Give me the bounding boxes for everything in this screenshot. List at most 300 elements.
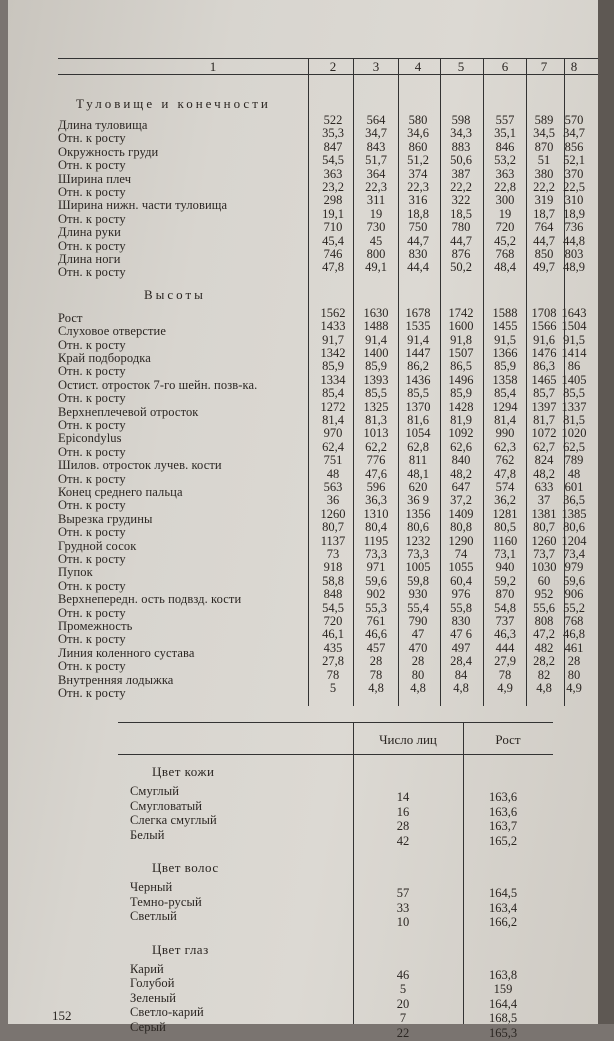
- table-cell: 883: [451, 139, 471, 154]
- table-cell: 28: [411, 654, 425, 669]
- table-cell: 1566: [531, 319, 557, 334]
- row-label: Смугловатый: [130, 798, 203, 813]
- table-cell: 971: [366, 560, 386, 575]
- table-cell: 564: [366, 113, 386, 127]
- table-cell: 46,6: [365, 627, 387, 642]
- table-cell: 789: [564, 453, 584, 468]
- table-cell: 720: [495, 220, 515, 235]
- table-cell: 310: [564, 193, 584, 208]
- table-cell: 768: [564, 614, 584, 628]
- height-cell: 164,4: [488, 996, 518, 1011]
- table-cell: 36,2: [494, 493, 516, 508]
- table-cell: 1030: [531, 560, 557, 575]
- table-cell: 36 9: [407, 493, 429, 508]
- table-cell: 44,4: [407, 260, 429, 275]
- table-cell: 80,8: [450, 520, 472, 535]
- count-cell: 20: [396, 996, 410, 1011]
- table-cell: 4,8: [410, 681, 426, 695]
- table-cell: 918: [323, 560, 343, 575]
- table-cell: 74: [454, 547, 468, 561]
- table-cell: 563: [323, 480, 343, 494]
- table-cell: 62,2: [365, 439, 387, 454]
- table-cell: 81,4: [494, 413, 516, 427]
- table-cell: 1290: [448, 533, 474, 548]
- table-cell: 34,5: [533, 126, 555, 141]
- row-label: Отн. к росту: [58, 131, 126, 146]
- table-cell: 580: [408, 113, 428, 127]
- row-label: Зеленый: [130, 990, 177, 1005]
- table-cell: 1137: [320, 533, 346, 548]
- height-cell: 163,4: [488, 900, 518, 915]
- table-cell: 952: [534, 587, 554, 602]
- row-label: Отн. к росту: [58, 632, 126, 647]
- table-cell: 633: [534, 480, 554, 494]
- table-cell: 710: [323, 220, 343, 235]
- table-cell: 22,5: [563, 180, 585, 194]
- table-cell: 34,6: [407, 126, 429, 141]
- row-label: Край подбородка: [58, 351, 151, 365]
- table2-column-rule: [353, 722, 354, 1024]
- row-label: Ширина плеч: [58, 171, 132, 186]
- table-cell: 22,8: [494, 180, 516, 194]
- row-label: Смуглый: [130, 784, 180, 798]
- count-cell: 16: [396, 804, 410, 819]
- table-cell: 1281: [492, 506, 518, 521]
- row-label: Длина ноги: [58, 252, 121, 266]
- row-label: Ширина нижн. части туловища: [58, 198, 228, 213]
- table-cell: 28: [567, 654, 581, 669]
- table-cell: 976: [451, 587, 471, 602]
- table-cell: 18,9: [563, 206, 585, 221]
- table-cell: 48,1: [407, 466, 429, 481]
- table-cell: 435: [323, 640, 343, 655]
- table-cell: 85,7: [533, 386, 555, 401]
- table-cell: 54,5: [322, 153, 344, 168]
- table-cell: 59,6: [563, 573, 585, 588]
- column-header: 2: [329, 59, 337, 74]
- table-cell: 856: [564, 139, 584, 154]
- table-cell: 85,4: [494, 386, 516, 401]
- table-cell: 62,5: [563, 439, 585, 454]
- column-header: 3: [372, 59, 380, 74]
- table-cell: 1414: [561, 346, 587, 360]
- table-cell: 311: [366, 193, 386, 208]
- row-label: Внутренняя лодыжка: [58, 672, 174, 687]
- row-label: Отн. к росту: [58, 337, 126, 352]
- table-cell: 60: [537, 573, 551, 588]
- table-cell: 1600: [448, 319, 474, 334]
- table-cell: 73,4: [563, 547, 585, 561]
- height-cell: 163,8: [488, 967, 518, 982]
- row-label: Отн. к росту: [58, 444, 126, 459]
- table-cell: 45,4: [322, 233, 344, 248]
- row-label: Отн. к росту: [58, 265, 126, 280]
- table-cell: 78: [369, 667, 383, 682]
- column-header: 1: [209, 59, 217, 74]
- table-cell: 73,7: [533, 547, 555, 561]
- table-cell: 1358: [492, 372, 518, 387]
- count-cell: 28: [396, 819, 410, 833]
- table2-header-rule: [118, 754, 553, 755]
- column-header: 8: [570, 59, 578, 74]
- row-label: Отн. к росту: [58, 391, 126, 406]
- row-label: Отн. к росту: [58, 659, 126, 674]
- table-cell: 870: [534, 139, 554, 154]
- table-cell: 86,3: [533, 359, 555, 374]
- table-cell: 930: [408, 587, 428, 602]
- column-header: Число лиц: [379, 732, 437, 747]
- table-cell: 44,7: [533, 233, 555, 248]
- table-cell: 647: [451, 480, 471, 494]
- page-number: 152: [52, 1008, 72, 1023]
- count-cell: 46: [396, 967, 410, 982]
- table-cell: 62,7: [533, 439, 555, 454]
- row-label: Слуховое отверстие: [58, 324, 166, 339]
- table-cell: 22,3: [407, 180, 429, 194]
- table-cell: 736: [564, 220, 584, 235]
- table-cell: 80: [411, 667, 425, 682]
- table-cell: 1013: [363, 426, 389, 441]
- table-cell: 1337: [561, 399, 587, 414]
- table-cell: 1342: [320, 346, 346, 360]
- table-cell: 1204: [561, 533, 587, 548]
- row-label: Белый: [130, 827, 165, 842]
- height-cell: 163,6: [488, 804, 518, 819]
- table-cell: 51: [537, 153, 551, 168]
- table-cell: 1465: [531, 372, 557, 387]
- table-cell: 1356: [405, 506, 431, 521]
- table-cell: 1020: [561, 426, 587, 441]
- height-cell: 166,2: [488, 915, 518, 929]
- table-cell: 80,6: [407, 520, 429, 535]
- table-cell: 364: [366, 166, 386, 181]
- table-cell: 824: [534, 453, 554, 468]
- row-label: Серый: [130, 1019, 166, 1034]
- table-cell: 1535: [405, 319, 431, 334]
- table-cell: 86: [567, 359, 581, 374]
- count-cell: 22: [396, 1025, 410, 1040]
- table-cell: 363: [323, 166, 343, 181]
- table-cell: 1195: [363, 533, 389, 548]
- column-header: 6: [501, 59, 509, 74]
- table-cell: 1562: [320, 305, 346, 320]
- table-cell: 1005: [405, 560, 431, 575]
- table-cell: 4,8: [536, 681, 552, 695]
- table-cell: 34,7: [365, 126, 387, 141]
- row-label: Отн. к росту: [58, 418, 126, 432]
- table-cell: 1385: [561, 506, 587, 521]
- book-page: [8, 0, 598, 1040]
- table-cell: 86,2: [407, 359, 429, 374]
- table-cell: 4,8: [453, 681, 469, 695]
- table-cell: 45: [369, 233, 383, 248]
- table-cell: 55,6: [533, 600, 555, 615]
- row-label: Длина туловища: [58, 118, 148, 132]
- table-cell: 570: [564, 113, 584, 127]
- table-cell: 298: [323, 193, 343, 208]
- table-cell: 1370: [405, 399, 431, 414]
- table-cell: 27,8: [322, 654, 344, 669]
- table-cell: 48: [326, 466, 340, 481]
- row-label: Отн. к росту: [58, 578, 126, 593]
- table-cell: 370: [564, 166, 584, 181]
- table-cell: 59,8: [407, 573, 429, 588]
- table-cell: 18,7: [533, 206, 555, 221]
- table-cell: 81,4: [322, 413, 344, 427]
- table-cell: 55,2: [563, 600, 585, 615]
- table-cell: 78: [498, 667, 512, 682]
- table-cell: 85,9: [494, 359, 516, 374]
- table-cell: 91,4: [407, 332, 429, 347]
- count-cell: 14: [396, 790, 410, 804]
- table-cell: 86,5: [450, 359, 472, 374]
- table-cell: 78: [326, 667, 340, 682]
- table-cell: 73,3: [407, 547, 429, 561]
- table-cell: 85,9: [450, 386, 472, 401]
- table-cell: 902: [366, 587, 386, 602]
- table-cell: 82: [537, 667, 551, 682]
- table-cell: 52,1: [563, 153, 585, 168]
- table-cell: 830: [451, 614, 471, 628]
- table-cell: 1072: [531, 426, 557, 441]
- column-header: Рост: [495, 732, 521, 747]
- table-cell: 746: [323, 247, 343, 261]
- row-label: Светло-карий: [130, 1005, 204, 1019]
- table-cell: 800: [366, 247, 386, 261]
- table-cell: 85,5: [407, 386, 429, 401]
- table-cell: 46,1: [322, 627, 344, 642]
- table-cell: 363: [495, 166, 515, 181]
- table-cell: 44,7: [450, 233, 472, 248]
- table-cell: 761: [366, 614, 386, 628]
- group-title: Цвет глаз: [152, 941, 209, 957]
- table-cell: 846: [495, 139, 515, 154]
- table-cell: 444: [495, 640, 515, 655]
- table-cell: 4,9: [497, 681, 513, 695]
- row-label: Остист. отросток 7-го шейн. позв-ка.: [58, 377, 258, 392]
- table-cell: 1678: [405, 305, 431, 320]
- table-cell: 55,3: [365, 600, 387, 615]
- table-cell: 37,2: [450, 493, 472, 508]
- table-cell: 37: [537, 493, 551, 508]
- table-cell: 62,4: [322, 439, 344, 454]
- table-cell: 49,7: [533, 260, 555, 275]
- table-cell: 48,4: [494, 260, 516, 275]
- table-cell: 1588: [492, 305, 518, 320]
- table-cell: 80,5: [494, 520, 516, 535]
- table-cell: 751: [323, 453, 343, 468]
- table-cell: 1054: [405, 426, 431, 441]
- table-cell: 482: [534, 640, 554, 655]
- table-cell: 1160: [492, 533, 518, 548]
- table-cell: 91,5: [494, 332, 516, 347]
- table-cell: 876: [451, 247, 471, 261]
- column-header: 4: [414, 59, 422, 74]
- table-cell: 768: [495, 247, 515, 261]
- table-cell: 4,8: [368, 681, 384, 695]
- section-title: Высоты: [144, 286, 206, 302]
- table-cell: 18,5: [450, 206, 472, 221]
- table-cell: 808: [534, 614, 554, 628]
- table-cell: 60,4: [450, 573, 472, 588]
- row-label: Светлый: [130, 909, 177, 923]
- table-cell: 1334: [320, 372, 346, 387]
- table-cell: 36: [326, 493, 340, 508]
- table-cell: 58,8: [322, 573, 344, 588]
- row-label: Вырезка грудины: [58, 511, 153, 526]
- table-cell: 970: [323, 426, 343, 441]
- table-cell: 596: [366, 480, 386, 494]
- table-cell: 81,9: [450, 413, 472, 427]
- table-cell: 91,7: [322, 332, 344, 347]
- table-cell: 598: [451, 113, 471, 127]
- table2-column-rule: [463, 722, 464, 1024]
- table-cell: 85,9: [322, 359, 344, 374]
- row-label: Рост: [58, 310, 83, 325]
- table-cell: 1476: [531, 346, 557, 360]
- table-cell: 46,3: [494, 627, 516, 642]
- pigmentation-table: [8, 712, 598, 1040]
- table-cell: 45,2: [494, 233, 516, 248]
- table-cell: 750: [408, 220, 428, 235]
- table-cell: 28,4: [450, 654, 472, 669]
- section-title: Туловище и конечности: [76, 96, 271, 111]
- table-cell: 36,5: [563, 493, 585, 508]
- count-cell: 5: [399, 982, 407, 996]
- table-cell: 59,2: [494, 573, 516, 588]
- table-cell: 80,7: [322, 520, 344, 535]
- table-cell: 22,2: [533, 180, 555, 194]
- table-cell: 780: [451, 220, 471, 235]
- table-cell: 47,8: [322, 260, 344, 275]
- table-cell: 34,7: [563, 126, 585, 141]
- table-cell: 48,2: [450, 466, 472, 481]
- row-label: Карий: [130, 961, 164, 976]
- table-cell: 601: [564, 480, 584, 494]
- table-cell: 979: [564, 560, 584, 575]
- table-cell: 1381: [531, 506, 557, 521]
- row-label: Голубой: [130, 976, 175, 990]
- height-cell: 164,5: [488, 886, 518, 900]
- count-cell: 10: [396, 915, 410, 929]
- table2-top-rule: [118, 722, 553, 723]
- row-label: Отн. к росту: [58, 185, 126, 199]
- table-cell: 80,4: [365, 520, 387, 535]
- table-cell: 28,2: [533, 654, 555, 669]
- table-cell: 48,9: [563, 260, 585, 275]
- table-cell: 300: [495, 193, 515, 208]
- row-label: Отн. к росту: [58, 525, 126, 540]
- row-label: Отн. к росту: [58, 471, 126, 486]
- table-cell: 870: [495, 587, 515, 602]
- table-cell: 1397: [531, 399, 557, 414]
- row-label: Линия коленного сустава: [58, 645, 195, 660]
- table-cell: 1436: [405, 372, 431, 387]
- row-label: Шилов. отросток лучев. кости: [58, 458, 222, 473]
- table-cell: 790: [408, 614, 428, 628]
- row-label: Отн. к росту: [58, 498, 126, 513]
- table-cell: 91,6: [533, 332, 555, 347]
- row-label: Промежность: [58, 619, 133, 633]
- table-cell: 319: [534, 193, 554, 208]
- table-cell: 62,3: [494, 439, 516, 454]
- table-cell: 48: [567, 466, 581, 481]
- table-cell: 1630: [363, 305, 389, 320]
- table-cell: 1409: [448, 506, 474, 521]
- table-cell: 589: [534, 113, 554, 127]
- table-cell: 850: [534, 247, 554, 261]
- table-cell: 1260: [531, 533, 557, 548]
- table-cell: 50,6: [450, 153, 472, 168]
- group-title: Цвет кожи: [152, 764, 215, 779]
- table-cell: 574: [495, 480, 515, 494]
- row-label: Отн. к росту: [58, 364, 126, 379]
- table-cell: 80,7: [533, 520, 555, 535]
- count-cell: 57: [396, 886, 410, 900]
- row-label: Epicondylus: [58, 431, 122, 446]
- table-cell: 457: [366, 640, 386, 655]
- table-cell: 1325: [363, 399, 389, 414]
- table-cell: 81,5: [563, 413, 585, 427]
- table-cell: 19: [369, 206, 383, 221]
- row-label: Отн. к росту: [58, 238, 126, 253]
- row-label: Конец среднего пальца: [58, 485, 183, 499]
- table-cell: 47: [411, 627, 425, 642]
- row-label: Длина руки: [58, 225, 121, 240]
- table-cell: 1260: [320, 506, 346, 521]
- table-cell: 80: [567, 667, 581, 682]
- table-cell: 54,5: [322, 600, 344, 615]
- table-cell: 1405: [561, 372, 587, 387]
- table-cell: 81,7: [533, 413, 555, 427]
- table-cell: 44,7: [407, 233, 429, 248]
- table-cell: 51,2: [407, 153, 429, 168]
- table-cell: 1433: [320, 319, 346, 334]
- table-cell: 1455: [492, 319, 518, 334]
- table-cell: 1366: [492, 346, 518, 360]
- table-cell: 1643: [561, 305, 587, 320]
- table-cell: 720: [323, 614, 343, 628]
- row-label: Верхнепередн. ость подвзд. кости: [58, 592, 242, 607]
- table-cell: 47,8: [494, 466, 516, 481]
- row-label: Грудной сосок: [58, 538, 137, 553]
- table-cell: 1272: [320, 399, 346, 414]
- table-cell: 762: [495, 453, 515, 468]
- table-cell: 91,5: [563, 332, 585, 347]
- table-cell: 1708: [531, 305, 557, 320]
- table-cell: 1504: [561, 319, 587, 334]
- table-cell: 906: [564, 587, 584, 602]
- table-cell: 1496: [448, 372, 474, 387]
- table-cell: 73: [326, 547, 340, 561]
- table-cell: 85,5: [563, 386, 585, 401]
- table-cell: 737: [495, 614, 515, 628]
- table-cell: 5: [329, 681, 337, 695]
- row-label: Темно-русый: [130, 894, 202, 909]
- row-label: Слегка смуглый: [130, 813, 217, 827]
- height-cell: 165,3: [488, 1025, 518, 1040]
- count-cell: 7: [399, 1011, 407, 1025]
- row-label: Отн. к росту: [58, 686, 126, 700]
- table-cell: 84: [454, 667, 468, 682]
- table-cell: 840: [451, 453, 471, 468]
- group-title: Цвет волос: [152, 860, 219, 875]
- table-cell: 860: [408, 139, 428, 154]
- table-cell: 1488: [363, 319, 389, 334]
- table-cell: 22,2: [450, 180, 472, 194]
- table-cell: 46,8: [563, 627, 585, 642]
- table-cell: 322: [451, 193, 471, 208]
